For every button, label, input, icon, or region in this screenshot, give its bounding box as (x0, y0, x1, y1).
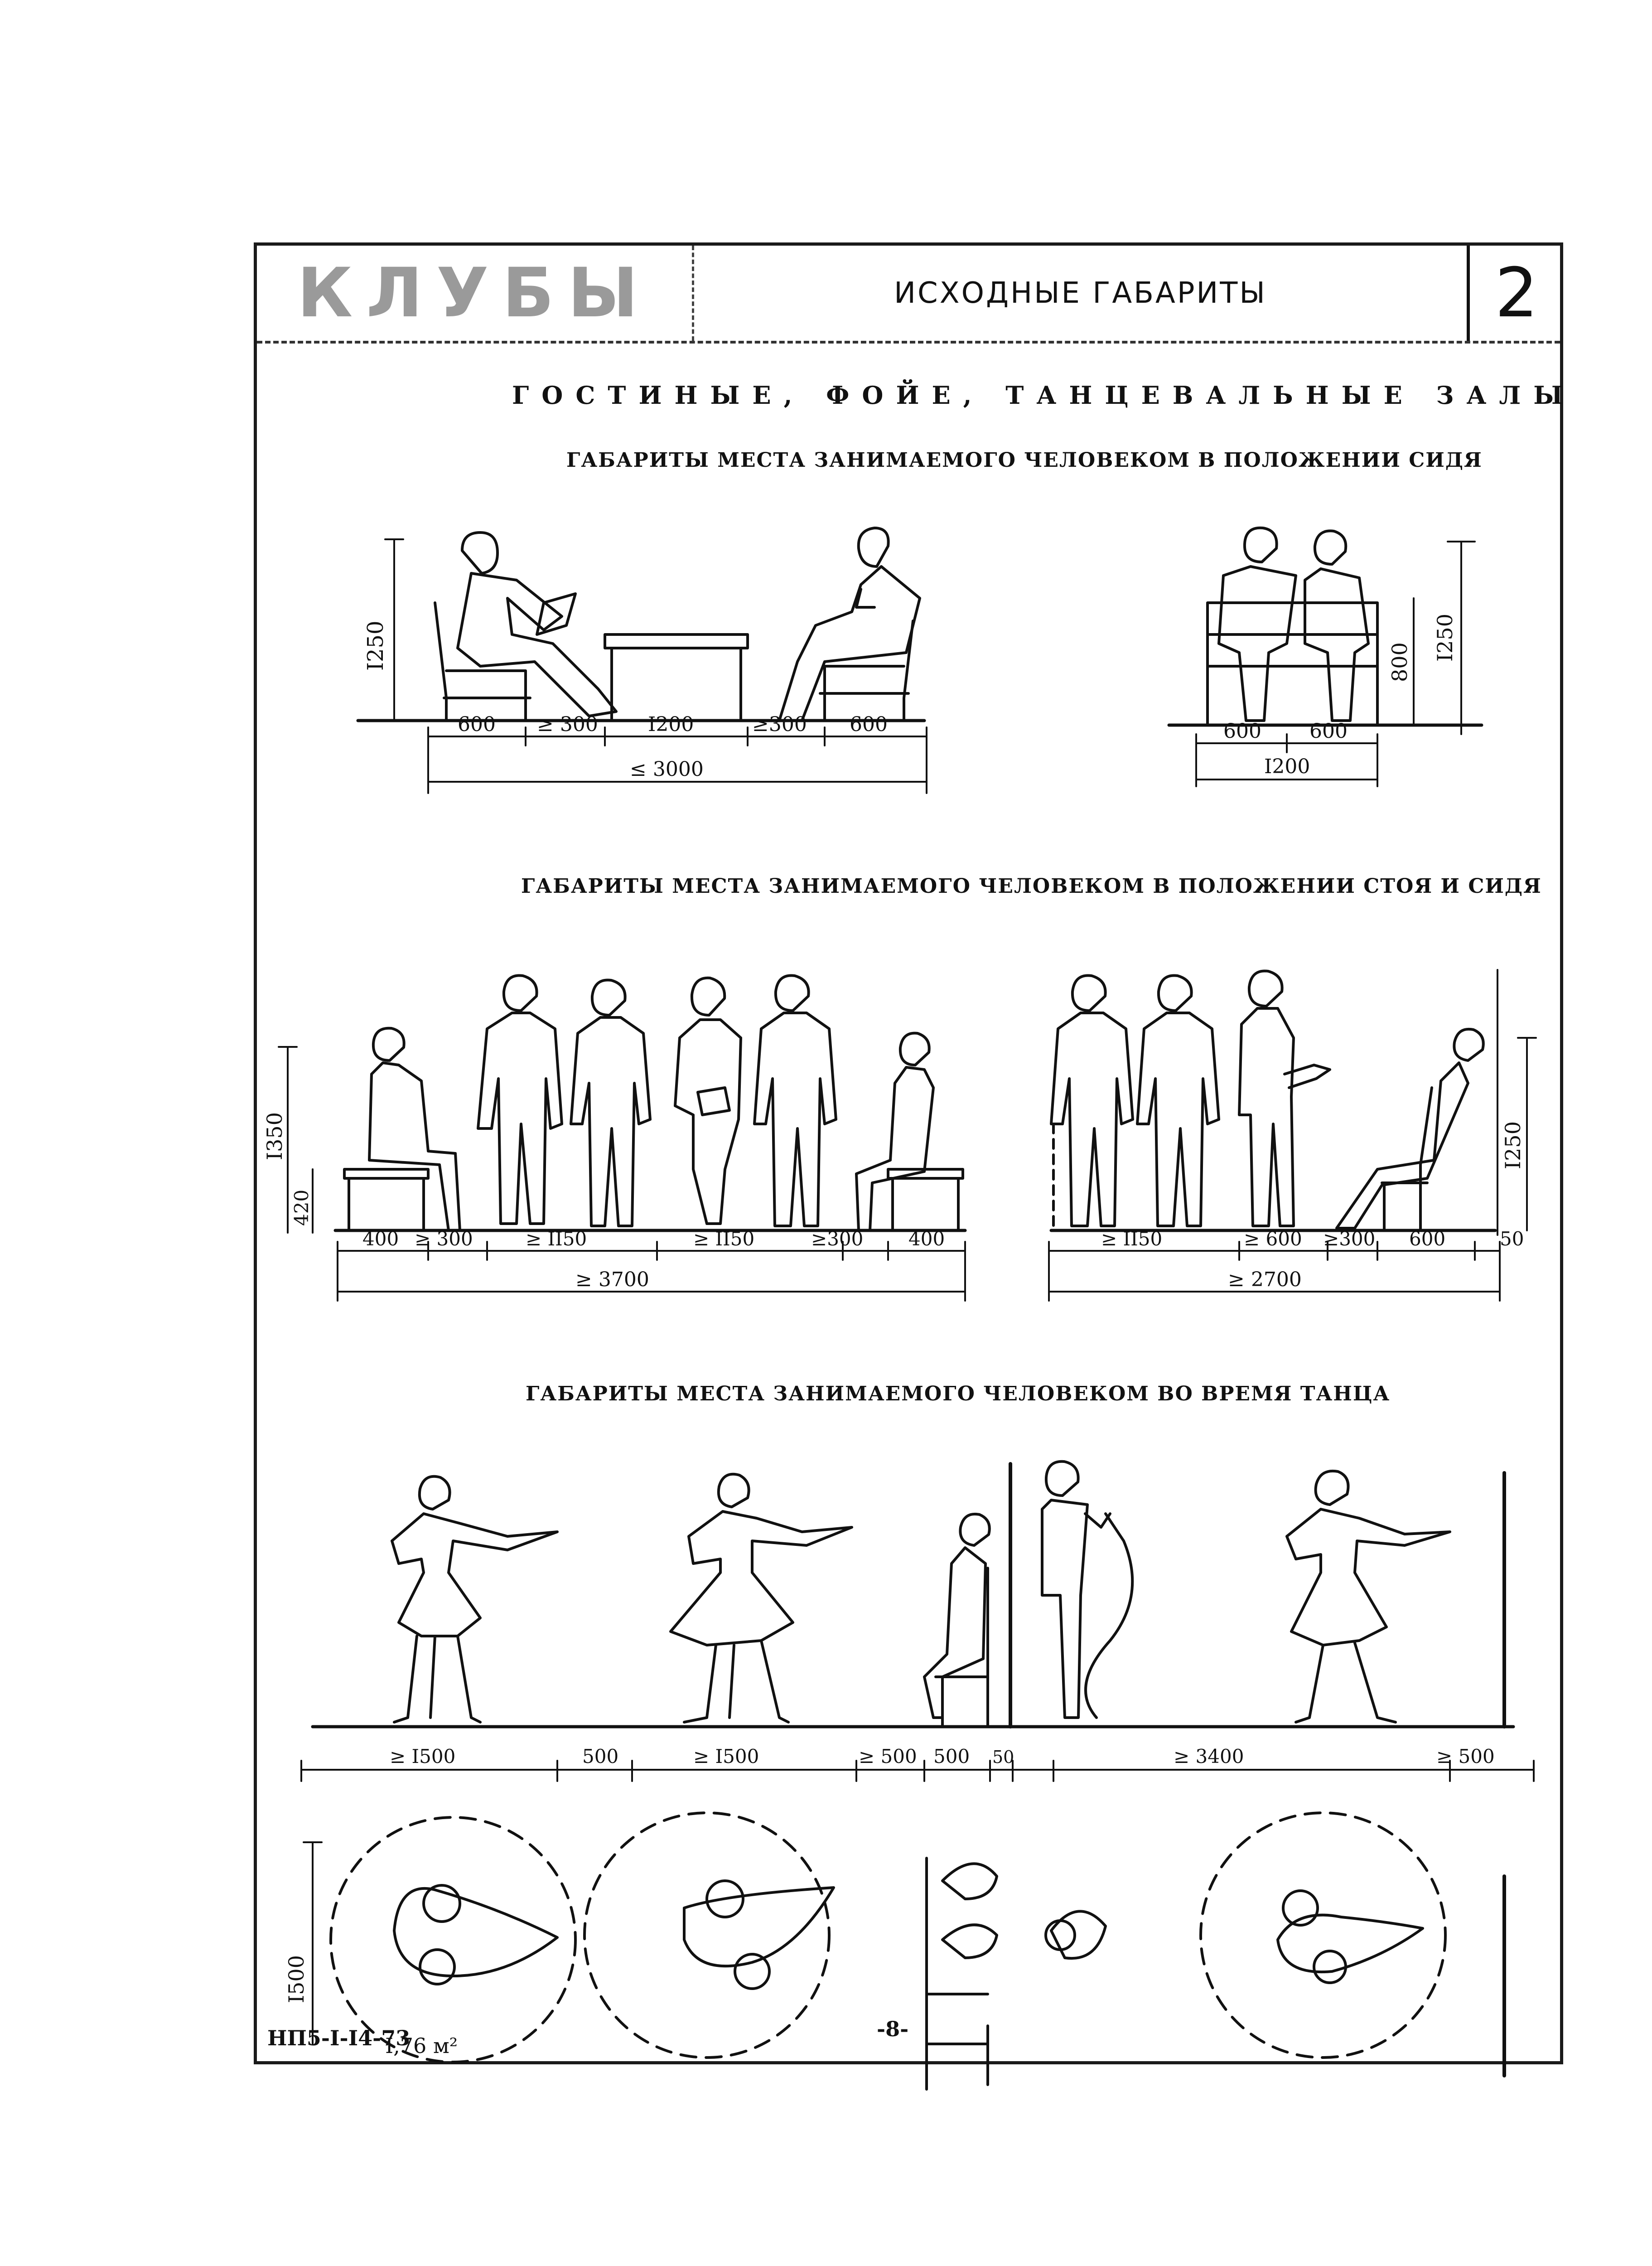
b1r-height: I250 (1433, 614, 1457, 662)
b3-dim-7: ≥ 3400 (1174, 1745, 1244, 1767)
subtitle-sitting: ГАБАРИТЫ МЕСТА ЗАНИМАЕМОГО ЧЕЛОВЕКОМ В ПОЛОЖЕНИИ СИДЯ (566, 449, 1483, 472)
b1l-dim-5: 600 (850, 713, 888, 736)
b2l-dim-5: ≥300 (811, 1228, 864, 1250)
block2-left-dims (279, 1047, 965, 1301)
b1r-height-inner: 800 (1387, 642, 1412, 682)
subtitle-standing-sitting: ГАБАРИТЫ МЕСТА ЗАНИМАЕМОГО ЧЕЛОВЕКОМ В ПОЛОЖЕНИИ СТОЯ И СИДЯ (521, 875, 1542, 898)
b2r-height: I250 (1501, 1121, 1525, 1169)
b2l-dim-2: ≥ 300 (415, 1228, 473, 1250)
b1r-total: I200 (1264, 755, 1310, 778)
b3-dim-2: 500 (582, 1745, 619, 1767)
b2r-dim-5: 50 (1500, 1228, 1524, 1250)
b3-dim-1: ≥ I500 (390, 1745, 456, 1767)
b1l-dim-2: ≥ 300 (537, 713, 598, 736)
b2r-dim-4: 600 (1409, 1228, 1446, 1250)
block1-left-figures (358, 528, 924, 721)
block3-plans (304, 1813, 1504, 2089)
b2l-dim-1: 400 (362, 1228, 399, 1250)
b1l-dim-1: 600 (458, 713, 496, 736)
b2l-dim-3: ≥ II50 (526, 1228, 587, 1250)
subtitle-dancing: ГАБАРИТЫ МЕСТА ЗАНИМАЕМОГО ЧЕЛОВЕКОМ ВО ВРЕМЯ ТАНЦА (526, 1382, 1391, 1405)
b3-dim-3: ≥ I500 (693, 1745, 759, 1767)
b1r-dim-2: 600 (1309, 720, 1348, 743)
b3-dim-8: ≥ 500 (1436, 1745, 1495, 1767)
b3-dim-5: 500 (933, 1745, 970, 1767)
b1l-height: I250 (363, 620, 388, 671)
document-code: НП5-I-I4-73 (267, 2026, 411, 2050)
block2-right-figures (1051, 971, 1495, 1230)
block2-left-figures (335, 975, 965, 1230)
b2l-dim-6: 400 (908, 1228, 945, 1250)
page-number: -8- (877, 2017, 909, 2041)
plan-area: I,76 м² (385, 2034, 458, 2058)
b1l-dim-4: ≥300 (752, 713, 807, 736)
b3-dim-4: ≥ 500 (859, 1745, 917, 1767)
sheet-title: ИСХОДНЫЕ ГАБАРИТЫ (894, 276, 1267, 310)
plan-height: I500 (284, 1955, 309, 2003)
brand-logo: КЛУБЫ (297, 254, 652, 333)
sheet-number: 2 (1495, 254, 1538, 333)
section-title: ГОСТИНЫЕ, ФОЙЕ, ТАНЦЕВАЛЬНЫЕ ЗАЛЫ (512, 381, 1576, 410)
b1l-dim-3: I200 (648, 713, 694, 736)
b1r-dim-1: 600 (1223, 720, 1261, 743)
b2l-seat: 420 (290, 1189, 313, 1226)
block3-dims (301, 1761, 1534, 1781)
block1-right-dims (1196, 542, 1475, 786)
b2l-total: ≥ 3700 (575, 1268, 649, 1291)
b2r-dim-1: ≥ II50 (1101, 1228, 1163, 1250)
b3-dim-6: 50 (992, 1747, 1014, 1767)
b2r-dim-3: ≥300 (1323, 1228, 1376, 1250)
b1l-total: ≤ 3000 (630, 758, 704, 781)
b2l-dim-4: ≥ II50 (693, 1228, 755, 1250)
b2l-height: I350 (262, 1112, 287, 1160)
b2r-total: ≥ 2700 (1228, 1268, 1302, 1291)
block3-figures (313, 1462, 1513, 1727)
b2r-dim-2: ≥ 600 (1244, 1228, 1302, 1250)
